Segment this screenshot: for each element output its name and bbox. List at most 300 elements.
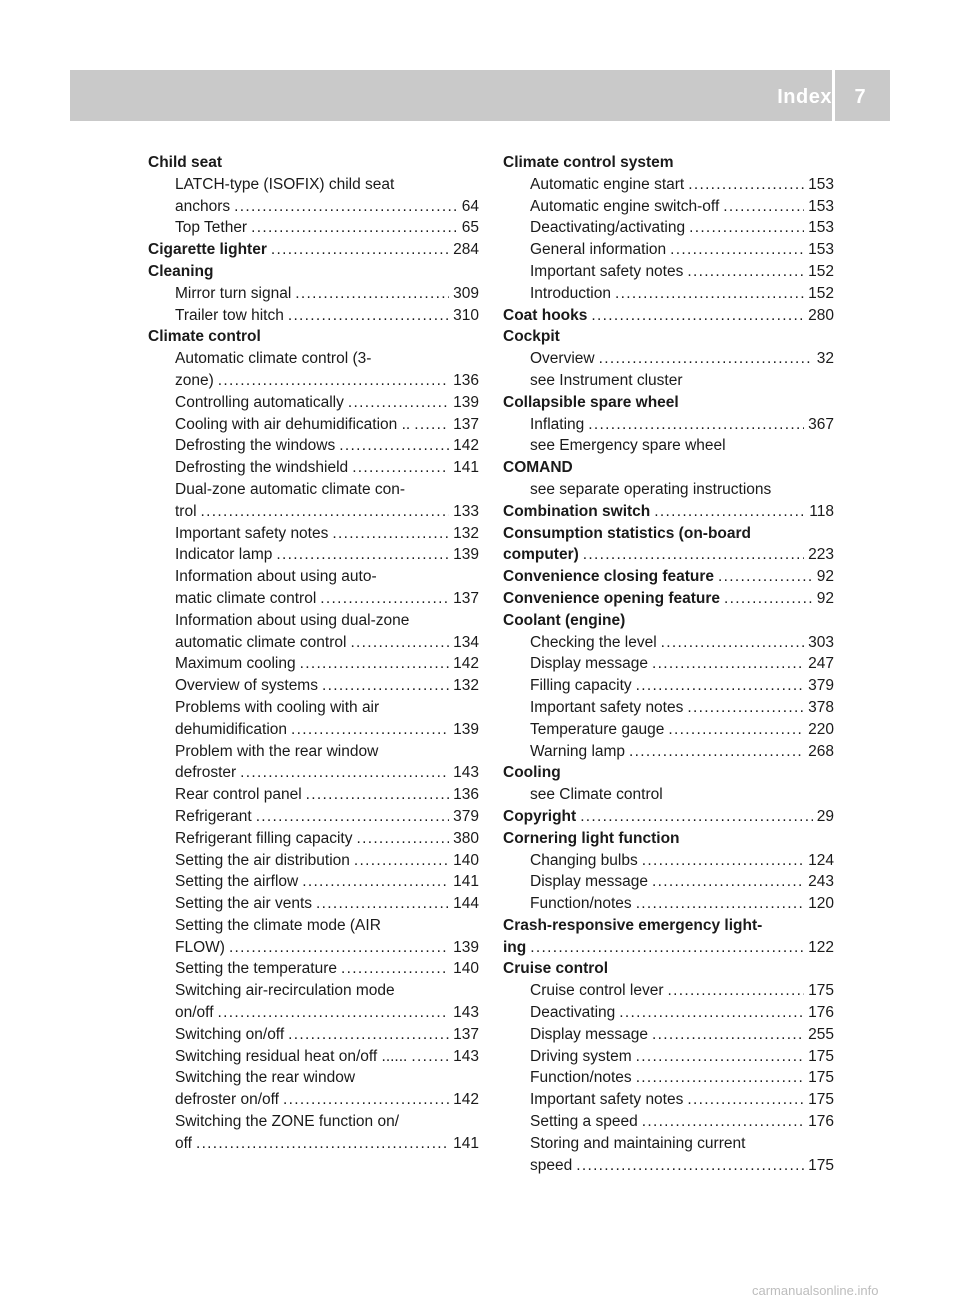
index-entry bbox=[503, 806, 834, 828]
page-reference: 303 bbox=[808, 633, 834, 651]
dot-leader bbox=[642, 850, 804, 872]
page-reference: 175 bbox=[808, 1069, 834, 1087]
index-subentry-text: trol bbox=[175, 502, 197, 520]
page-reference: 136 bbox=[453, 786, 479, 804]
page-reference: 32 bbox=[816, 350, 834, 368]
index-subentry-text: Automatic engine switch-off bbox=[530, 197, 720, 215]
index-entry bbox=[503, 937, 834, 959]
page-reference: 142 bbox=[453, 437, 479, 455]
index-entry-text: Convenience closing feature bbox=[503, 568, 715, 586]
dot-leader bbox=[288, 1024, 449, 1046]
page-reference: 247 bbox=[808, 655, 834, 673]
dot-leader bbox=[302, 871, 449, 893]
index-subentry-line bbox=[503, 479, 834, 501]
dot-leader bbox=[668, 719, 804, 741]
index-heading bbox=[503, 457, 834, 479]
dot-leader bbox=[201, 501, 450, 523]
index-subentry bbox=[148, 1002, 479, 1024]
dot-leader bbox=[234, 196, 458, 218]
index-heading-text: COMAND bbox=[503, 459, 573, 477]
page-reference: 122 bbox=[808, 938, 834, 956]
index-entry bbox=[503, 305, 834, 327]
index-heading-text: Child seat bbox=[148, 154, 223, 171]
index-subentry-line bbox=[148, 348, 479, 370]
index-subentry-text: Indicator lamp bbox=[175, 546, 273, 564]
page-reference: 142 bbox=[453, 655, 479, 673]
index-subentry-line bbox=[148, 1067, 479, 1089]
index-subentry bbox=[503, 850, 834, 872]
index-subentry-text: Storing and maintaining current bbox=[530, 1134, 746, 1152]
page-reference: 92 bbox=[816, 568, 834, 586]
page-reference: 255 bbox=[808, 1025, 834, 1043]
page-reference: 137 bbox=[453, 1025, 479, 1043]
index-subentry-line bbox=[148, 980, 479, 1002]
index-subentry-line bbox=[148, 697, 479, 719]
index-subentry bbox=[503, 1111, 834, 1133]
index-subentry-text: Important safety notes bbox=[175, 524, 329, 542]
index-subentry-text: Setting a speed bbox=[530, 1113, 638, 1131]
index-subentry-text: Problems with cooling with air bbox=[175, 698, 380, 716]
page-reference: 144 bbox=[453, 895, 479, 913]
page-number: 7 bbox=[854, 86, 866, 108]
dot-leader bbox=[320, 588, 449, 610]
page-reference: 379 bbox=[453, 807, 479, 825]
page-reference: 220 bbox=[808, 720, 834, 738]
index-subentry-text: anchors bbox=[175, 197, 231, 215]
index-subentry-text: Filling capacity bbox=[530, 677, 632, 695]
index-subentry-line bbox=[148, 915, 479, 937]
index-subentry bbox=[148, 871, 479, 893]
index-heading bbox=[503, 762, 834, 784]
index-subentry bbox=[148, 544, 479, 566]
index-subentry-text: automatic climate control bbox=[175, 633, 347, 651]
dot-leader bbox=[229, 937, 449, 959]
dot-leader bbox=[654, 501, 805, 523]
index-subentry-text: Overview of systems bbox=[175, 677, 318, 695]
index-subentry-line bbox=[148, 1111, 479, 1133]
page-reference: 29 bbox=[816, 807, 834, 825]
dot-leader bbox=[636, 893, 804, 915]
index-subentry-text: Automatic climate control (3- bbox=[175, 350, 372, 368]
index-subentry bbox=[503, 675, 834, 697]
page-reference: 153 bbox=[808, 241, 834, 259]
index-subentry bbox=[503, 632, 834, 654]
index-subentry bbox=[148, 414, 479, 436]
index-subentry bbox=[503, 741, 834, 763]
page-reference: 309 bbox=[453, 284, 479, 302]
index-subentry bbox=[148, 1024, 479, 1046]
index-subentry bbox=[148, 719, 479, 741]
page-reference: 143 bbox=[453, 1004, 479, 1022]
index-heading bbox=[503, 610, 834, 632]
index-subentry-text: Important safety notes bbox=[530, 1091, 684, 1109]
index-subentry bbox=[148, 653, 479, 675]
dot-leader bbox=[588, 414, 804, 436]
index-heading-text: Crash-responsive emergency light- bbox=[503, 916, 763, 934]
dot-leader bbox=[687, 1089, 804, 1111]
index-subentry-text: Cruise control lever bbox=[530, 982, 664, 1000]
index-subentry-text: Setting the airflow bbox=[175, 873, 299, 891]
index-subentry bbox=[148, 217, 479, 239]
index-subentry-text: Cooling with air dehumidification .. bbox=[175, 415, 411, 433]
index-subentry bbox=[503, 1024, 834, 1046]
index-entry-text: computer) bbox=[503, 546, 579, 564]
index-heading bbox=[503, 152, 834, 174]
dot-leader bbox=[688, 174, 804, 196]
index-subentry-text: Refrigerant bbox=[175, 807, 252, 825]
index-entry bbox=[148, 239, 479, 261]
index-subentry-text: on/off bbox=[175, 1004, 214, 1022]
index-subentry-line bbox=[503, 784, 834, 806]
page-reference: 367 bbox=[808, 415, 834, 433]
index-entry-text: Convenience opening feature bbox=[503, 589, 721, 607]
index-subentry bbox=[503, 174, 834, 196]
dot-leader bbox=[288, 305, 449, 327]
dot-leader bbox=[350, 632, 449, 654]
index-subentry bbox=[503, 697, 834, 719]
index-subentry bbox=[503, 1067, 834, 1089]
page-reference: 379 bbox=[808, 677, 834, 695]
index-subentry-text: Important safety notes bbox=[530, 698, 684, 716]
index-subentry bbox=[503, 217, 834, 239]
index-subentry-line bbox=[503, 1133, 834, 1155]
dot-leader bbox=[283, 1089, 449, 1111]
index-heading-text: Cockpit bbox=[503, 328, 560, 346]
index-subentry bbox=[148, 784, 479, 806]
dot-leader bbox=[668, 980, 805, 1002]
page-reference: 153 bbox=[808, 219, 834, 237]
index-subentry-line bbox=[148, 741, 479, 763]
dot-leader bbox=[332, 523, 449, 545]
index-subentry bbox=[148, 523, 479, 545]
index-entry-text: Coat hooks bbox=[503, 306, 588, 324]
page-reference: 120 bbox=[808, 895, 834, 913]
index-subentry bbox=[503, 1002, 834, 1024]
index-subentry-text: Changing bulbs bbox=[530, 851, 638, 869]
page-reference: 152 bbox=[808, 262, 834, 280]
index-subentry bbox=[148, 937, 479, 959]
page-reference: 118 bbox=[809, 502, 834, 520]
index-heading bbox=[503, 523, 834, 545]
index-subentry-text: Function/notes bbox=[530, 895, 632, 913]
dot-leader bbox=[240, 762, 449, 784]
dot-leader bbox=[196, 1133, 449, 1155]
page-reference: 139 bbox=[453, 720, 479, 738]
index-subentry-text: Temperature gauge bbox=[530, 720, 665, 738]
index-heading-text: Cruise control bbox=[503, 960, 609, 978]
page-reference: 176 bbox=[808, 1113, 834, 1131]
dot-leader bbox=[636, 675, 804, 697]
page-reference: 136 bbox=[453, 371, 479, 389]
index-subentry bbox=[148, 828, 479, 850]
index-entry-text: Copyright bbox=[503, 807, 577, 825]
page-reference: 152 bbox=[808, 284, 834, 302]
index-subentry-text: Trailer tow hitch bbox=[175, 306, 284, 324]
page-reference: 140 bbox=[453, 851, 479, 869]
index-subentry bbox=[503, 980, 834, 1002]
dot-leader bbox=[300, 653, 450, 675]
index-heading bbox=[503, 326, 834, 348]
index-subentry-text: zone) bbox=[175, 371, 214, 389]
index-subentry-text: Display message bbox=[530, 1025, 649, 1043]
index-subentry-text: see Climate control bbox=[530, 786, 663, 804]
dot-leader bbox=[687, 697, 804, 719]
index-subentry-text: Deactivating bbox=[530, 1004, 616, 1022]
index-subentry-text: Information about using auto- bbox=[175, 568, 377, 586]
index-subentry bbox=[148, 392, 479, 414]
index-heading bbox=[148, 152, 479, 174]
page-reference: 380 bbox=[453, 829, 479, 847]
index-subentry bbox=[148, 196, 479, 218]
index-subentry-text: matic climate control bbox=[175, 589, 317, 607]
index-subentry bbox=[148, 457, 479, 479]
index-subentry-text: Display message bbox=[530, 873, 649, 891]
index-subentry-text: Defrosting the windows bbox=[175, 437, 336, 455]
dot-leader bbox=[615, 283, 804, 305]
index-subentry-text: Setting the temperature bbox=[175, 960, 337, 978]
index-subentry-text: Top Tether bbox=[175, 219, 248, 237]
index-subentry bbox=[148, 762, 479, 784]
header-divider bbox=[832, 70, 835, 121]
dot-leader bbox=[591, 305, 804, 327]
index-subentry-line bbox=[148, 479, 479, 501]
page-reference: 280 bbox=[808, 306, 834, 324]
page-reference: 134 bbox=[453, 633, 479, 651]
index-subentry bbox=[148, 806, 479, 828]
index-heading bbox=[503, 828, 834, 850]
index-subentry bbox=[148, 435, 479, 457]
index-subentry bbox=[148, 675, 479, 697]
page-reference: 175 bbox=[808, 1156, 834, 1174]
index-subentry bbox=[148, 501, 479, 523]
index-subentry bbox=[503, 1089, 834, 1111]
dot-leader bbox=[652, 653, 804, 675]
index-subentry bbox=[148, 283, 479, 305]
index-subentry-text: see Emergency spare wheel bbox=[530, 437, 726, 455]
index-subentry-text: Refrigerant filling capacity bbox=[175, 829, 353, 847]
index-subentry bbox=[503, 1046, 834, 1068]
index-subentry-text: Deactivating/activating bbox=[530, 219, 686, 237]
dot-leader bbox=[411, 1046, 449, 1068]
dot-leader bbox=[636, 1046, 804, 1068]
index-subentry bbox=[148, 305, 479, 327]
index-subentry-line bbox=[148, 610, 479, 632]
page-reference: 378 bbox=[808, 698, 834, 716]
page-reference: 132 bbox=[453, 524, 479, 542]
page-reference: 141 bbox=[453, 1134, 479, 1152]
index-subentry bbox=[148, 958, 479, 980]
index-subentry-text: Setting the air distribution bbox=[175, 851, 350, 869]
page-reference: 139 bbox=[453, 393, 479, 411]
index-heading-text: Climate control system bbox=[503, 154, 674, 171]
index-entry-text: Combination switch bbox=[503, 502, 651, 520]
index-entry bbox=[503, 588, 834, 610]
index-subentry bbox=[148, 1133, 479, 1155]
index-column-left bbox=[148, 152, 479, 1155]
index-subentry-line bbox=[503, 435, 834, 457]
page-reference: 139 bbox=[453, 546, 479, 564]
page-reference: 284 bbox=[453, 241, 479, 259]
page-reference: 124 bbox=[808, 851, 834, 869]
dot-leader bbox=[316, 893, 449, 915]
index-subentry-text: Switching air-recirculation mode bbox=[175, 982, 395, 1000]
index-entry bbox=[503, 501, 834, 523]
dot-leader bbox=[414, 414, 449, 436]
dot-leader bbox=[218, 1002, 450, 1024]
index-subentry-text: defroster bbox=[175, 764, 237, 782]
index-subentry-text: Automatic engine start bbox=[530, 175, 685, 193]
dot-leader bbox=[724, 588, 813, 610]
index-subentry-text: Switching the ZONE function on/ bbox=[175, 1113, 400, 1131]
index-subentry-text: Introduction bbox=[530, 284, 611, 302]
page-reference: 133 bbox=[453, 502, 479, 520]
dot-leader bbox=[576, 1155, 804, 1177]
index-heading-text: Consumption statistics (on-board bbox=[503, 524, 751, 542]
index-subentry-text: Overview bbox=[530, 350, 595, 368]
index-subentry-line bbox=[503, 370, 834, 392]
dot-leader bbox=[251, 217, 458, 239]
index-subentry-text: Setting the air vents bbox=[175, 895, 312, 913]
page-reference: 65 bbox=[461, 219, 479, 237]
page-reference: 143 bbox=[453, 1047, 479, 1065]
index-subentry-text: dehumidification bbox=[175, 720, 288, 738]
page-reference: 139 bbox=[453, 938, 479, 956]
index-heading-text: Cleaning bbox=[148, 262, 214, 280]
page-reference: 243 bbox=[808, 873, 834, 891]
dot-leader bbox=[276, 544, 449, 566]
dot-leader bbox=[291, 719, 449, 741]
index-heading bbox=[148, 261, 479, 283]
dot-leader bbox=[580, 806, 813, 828]
page-reference: 132 bbox=[453, 677, 479, 695]
dot-leader bbox=[652, 1024, 804, 1046]
index-column-right bbox=[503, 152, 834, 1176]
index-subentry-text: Switching residual heat on/off ...... bbox=[175, 1047, 408, 1065]
dot-leader bbox=[322, 675, 449, 697]
index-subentry-text: defroster on/off bbox=[175, 1091, 279, 1109]
page-reference: 92 bbox=[816, 589, 834, 607]
index-subentry-text: LATCH-type (ISOFIX) child seat bbox=[175, 175, 395, 193]
page-reference: 143 bbox=[453, 764, 479, 782]
dot-leader bbox=[636, 1067, 804, 1089]
page-reference: 176 bbox=[808, 1004, 834, 1022]
index-subentry bbox=[503, 239, 834, 261]
dot-leader bbox=[271, 239, 449, 261]
index-subentry-text: Dual-zone automatic climate con- bbox=[175, 480, 406, 498]
dot-leader bbox=[354, 850, 449, 872]
index-subentry bbox=[503, 196, 834, 218]
dot-leader bbox=[583, 544, 804, 566]
page-reference: 64 bbox=[461, 197, 479, 215]
index-subentry bbox=[148, 893, 479, 915]
index-subentry-line bbox=[148, 566, 479, 588]
index-entry bbox=[503, 566, 834, 588]
page-reference: 137 bbox=[453, 589, 479, 607]
index-subentry bbox=[503, 261, 834, 283]
index-entry bbox=[503, 544, 834, 566]
index-entry-text: Cigarette lighter bbox=[148, 241, 267, 259]
dot-leader bbox=[723, 196, 804, 218]
index-subentry-text: Maximum cooling bbox=[175, 655, 296, 673]
page-reference: 140 bbox=[453, 960, 479, 978]
dot-leader bbox=[642, 1111, 804, 1133]
index-subentry-line bbox=[148, 174, 479, 196]
index-heading-text: Cooling bbox=[503, 764, 561, 782]
index-heading-text: Cornering light function bbox=[503, 829, 680, 847]
dot-leader bbox=[689, 217, 804, 239]
index-subentry-text: Important safety notes bbox=[530, 262, 684, 280]
dot-leader bbox=[530, 937, 804, 959]
index-heading bbox=[148, 326, 479, 348]
index-subentry-text: Warning lamp bbox=[530, 742, 626, 760]
index-subentry bbox=[148, 1089, 479, 1111]
page-reference: 141 bbox=[453, 459, 479, 477]
dot-leader bbox=[339, 435, 449, 457]
index-subentry-text: see separate operating instructions bbox=[530, 480, 772, 498]
page-reference: 175 bbox=[808, 1091, 834, 1109]
dot-leader bbox=[306, 784, 449, 806]
index-heading bbox=[503, 958, 834, 980]
index-subentry bbox=[503, 283, 834, 305]
index-subentry-text: Function/notes bbox=[530, 1069, 632, 1087]
index-subentry-text: Problem with the rear window bbox=[175, 742, 379, 760]
page-reference: 175 bbox=[808, 1047, 834, 1065]
index-subentry bbox=[503, 1155, 834, 1177]
index-heading-text: Climate control bbox=[148, 328, 261, 346]
index-subentry-text: off bbox=[175, 1134, 192, 1152]
dot-leader bbox=[652, 871, 804, 893]
index-subentry bbox=[503, 719, 834, 741]
page-reference: 268 bbox=[808, 742, 834, 760]
index-subentry bbox=[503, 871, 834, 893]
index-subentry-text: Driving system bbox=[530, 1047, 632, 1065]
index-entry-text: ing bbox=[503, 938, 527, 956]
dot-leader bbox=[341, 958, 449, 980]
index-heading-text: Coolant (engine) bbox=[503, 611, 626, 629]
index-subentry-text: Display message bbox=[530, 655, 649, 673]
index-subentry bbox=[148, 632, 479, 654]
index-subentry-text: Mirror turn signal bbox=[175, 284, 292, 302]
dot-leader bbox=[687, 261, 804, 283]
dot-leader bbox=[718, 566, 813, 588]
index-subentry-text: Defrosting the windshield bbox=[175, 459, 349, 477]
index-subentry bbox=[148, 1046, 479, 1068]
index-heading bbox=[503, 392, 834, 414]
index-subentry bbox=[503, 893, 834, 915]
dot-leader bbox=[356, 828, 449, 850]
index-subentry-text: Switching the rear window bbox=[175, 1069, 356, 1087]
page-reference: 153 bbox=[808, 175, 834, 193]
index-subentry bbox=[503, 414, 834, 436]
index-subentry-text: Checking the level bbox=[530, 633, 657, 651]
dot-leader bbox=[670, 239, 804, 261]
index-subentry-text: see Instrument cluster bbox=[530, 371, 683, 389]
page-reference: 142 bbox=[453, 1091, 479, 1109]
index-subentry-text: General information bbox=[530, 241, 667, 259]
dot-leader bbox=[352, 457, 449, 479]
index-subentry-text: FLOW) bbox=[175, 938, 225, 956]
dot-leader bbox=[348, 392, 449, 414]
page-title: Index bbox=[777, 86, 832, 108]
index-subentry bbox=[148, 588, 479, 610]
dot-leader bbox=[295, 283, 449, 305]
page-reference: 175 bbox=[808, 982, 834, 1000]
page-reference: 310 bbox=[453, 306, 479, 324]
dot-leader bbox=[218, 370, 449, 392]
index-subentry-text: Rear control panel bbox=[175, 786, 302, 804]
watermark: carmanualsonline.info bbox=[752, 1283, 879, 1298]
index-subentry bbox=[503, 653, 834, 675]
